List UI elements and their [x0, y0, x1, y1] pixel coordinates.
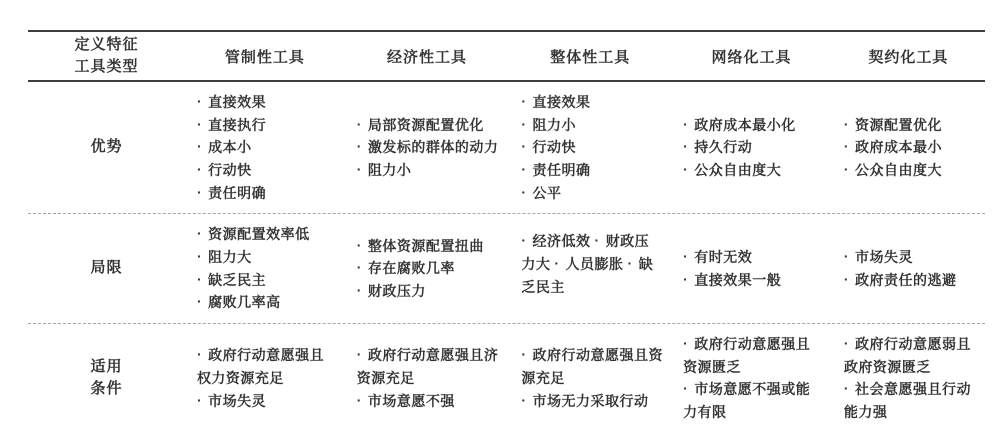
column-header-holistic: 整体性工具	[550, 48, 631, 66]
row-label-line: 优势	[90, 138, 123, 156]
list-item	[357, 136, 502, 159]
list-item	[521, 136, 663, 159]
list-item-text: 市场失灵	[208, 392, 267, 409]
list-item	[683, 269, 824, 292]
list-item-text: 行动快	[208, 162, 252, 179]
table-row	[28, 213, 985, 323]
bullet-icon: ·	[683, 270, 689, 287]
bullet-icon: ·	[196, 391, 203, 408]
bullet-icon: ·	[843, 248, 849, 265]
table-row	[28, 323, 985, 433]
list-item-text: 公平	[532, 184, 562, 201]
list-item	[844, 136, 977, 159]
list-item	[197, 136, 337, 159]
row-label	[28, 324, 185, 433]
list-item	[357, 257, 502, 280]
list-item-text: 公众自由度大	[855, 162, 942, 179]
list-item-text: 阻力小	[532, 116, 577, 133]
bullet-icon: ·	[843, 380, 849, 397]
list-item-text: 政府行动意愿弱且政府资源匮乏	[843, 336, 971, 375]
bullet-icon: ·	[683, 115, 689, 132]
bullet-icon: ·	[521, 346, 527, 363]
list-item-text: 财政压力	[367, 283, 426, 300]
list-item	[197, 269, 337, 292]
table-cell	[345, 214, 510, 323]
list-item	[357, 280, 502, 303]
list-item	[844, 159, 977, 182]
bullet-icon: ·	[356, 346, 362, 363]
table-cell	[832, 324, 985, 433]
bullet-icon: ·	[521, 115, 527, 132]
list-item	[197, 291, 337, 314]
bullet-icon: ·	[521, 232, 527, 249]
table-cell	[509, 324, 671, 433]
list-item-text: 责任明确	[208, 184, 267, 201]
corner-header-line1: 定义特征	[74, 35, 139, 53]
bullet-icon: ·	[843, 335, 849, 352]
list-item	[357, 159, 502, 182]
list-item	[844, 378, 977, 423]
list-item	[521, 182, 663, 205]
table-row	[28, 82, 985, 213]
list-item-text: 阻力小	[367, 162, 412, 179]
list-item-text: 经济低效	[532, 233, 591, 250]
bullet-icon: ·	[356, 138, 362, 155]
list-item-text: 局部资源配置优化	[367, 116, 484, 133]
list-item-text: 缺乏民主	[208, 271, 267, 288]
bullet-icon: ·	[521, 93, 527, 109]
table-cell	[345, 82, 510, 213]
list-item	[357, 344, 502, 389]
list-item-text: 市场失灵	[855, 249, 913, 266]
list-item	[197, 182, 337, 205]
list-item-text: 有时无效	[694, 249, 753, 266]
bullet-icon: ·	[196, 161, 203, 178]
table-cell	[832, 214, 985, 323]
corner-header	[28, 34, 185, 79]
list-item-text: 行动快	[532, 139, 577, 156]
list-item	[197, 159, 337, 182]
bullet-icon: ·	[843, 161, 849, 178]
table-cell	[509, 82, 671, 213]
table-body	[28, 82, 985, 433]
bullet-icon: ·	[843, 115, 849, 132]
bullet-icon: ·	[521, 161, 527, 178]
list-item-text: 持久行动	[694, 139, 753, 156]
row-label	[28, 82, 185, 213]
table-cell	[671, 214, 832, 323]
list-item	[521, 390, 663, 413]
bullet-icon: ·	[356, 161, 362, 178]
table-cell	[185, 82, 345, 213]
column-header-regulatory: 管制性工具	[224, 48, 305, 66]
list-item-text: 腐败几率高	[208, 294, 281, 311]
policy-tools-table	[28, 30, 985, 433]
list-item-text: 市场意愿不强或能力有限	[683, 381, 811, 421]
list-item	[844, 333, 977, 378]
list-item	[357, 235, 502, 258]
list-item	[197, 344, 337, 389]
list-item-text: 政府责任的逃避	[855, 271, 957, 288]
table-cell	[509, 214, 671, 323]
list-item-text: 资源配置优化	[855, 116, 942, 133]
list-item	[197, 246, 337, 269]
list-item	[197, 390, 337, 413]
column-header-contract: 契约化工具	[868, 48, 949, 66]
bullet-icon: ·	[683, 138, 689, 155]
bullet-icon: ·	[683, 248, 689, 265]
row-label-line: 条件	[90, 380, 123, 398]
bullet-icon: ·	[356, 115, 362, 132]
bullet-icon: ·	[196, 270, 203, 287]
list-item-text: 公众自由度大	[694, 162, 782, 179]
bullet-icon: ·	[683, 335, 689, 352]
bullet-icon: ·	[196, 138, 203, 155]
list-item	[521, 233, 590, 249]
list-item-text: 成本小	[208, 139, 252, 156]
list-item-text: 财政压力大	[521, 233, 650, 273]
bullet-icon: ·	[196, 93, 203, 109]
list-item	[521, 114, 663, 137]
list-item	[197, 114, 337, 137]
list-item	[683, 333, 824, 378]
list-item	[844, 114, 977, 137]
bullet-icon: ·	[683, 161, 689, 178]
list-item-text: 阻力大	[208, 249, 252, 266]
table-cell	[345, 324, 510, 433]
list-item-text: 资源配置效率低	[208, 226, 310, 243]
bullet-icon: ·	[196, 293, 203, 310]
list-item-text: 政府成本最小化	[694, 116, 796, 133]
list-item-text: 存在腐败几率	[367, 260, 455, 277]
list-item-text: 直接执行	[208, 116, 267, 133]
list-item	[683, 246, 824, 269]
list-item	[683, 159, 824, 182]
list-item	[844, 269, 977, 292]
bullet-icon: ·	[356, 391, 362, 408]
list-item-text: 政府成本最小	[855, 139, 942, 156]
bullet-icon: ·	[521, 391, 527, 408]
bullet-icon: ·	[356, 236, 362, 253]
bullet-icon: ·	[683, 380, 689, 397]
table-header-row	[28, 30, 985, 82]
row-label-line: 适用	[90, 357, 123, 375]
list-item-text: 人员膨胀	[565, 256, 624, 273]
bullet-icon: ·	[843, 138, 849, 155]
list-item-text: 社会意愿强且行动能力强	[843, 381, 971, 421]
list-item	[844, 246, 977, 269]
bullet-icon: ·	[196, 183, 203, 200]
list-item	[197, 91, 337, 114]
corner-header-line2: 工具类型	[74, 58, 139, 75]
table-cell	[185, 324, 345, 433]
bullet-icon: ·	[594, 232, 600, 249]
list-item	[683, 378, 824, 423]
bullet-icon: ·	[356, 282, 362, 299]
bullet-icon: ·	[196, 248, 203, 265]
list-item-text: 市场意愿不强	[367, 392, 455, 409]
bullet-icon: ·	[196, 115, 203, 132]
bullet-icon: ·	[196, 225, 203, 242]
list-item	[521, 344, 663, 389]
list-item-text: 政府行动意愿强且资源匮乏	[683, 336, 811, 375]
list-item	[197, 223, 337, 246]
list-item-text: 责任明确	[532, 162, 591, 179]
table-cell	[832, 82, 985, 213]
bullet-icon: ·	[356, 259, 362, 276]
table-cell	[671, 324, 832, 433]
list-item	[521, 159, 663, 182]
list-item-text: 市场无力采取行动	[532, 392, 649, 409]
list-item	[357, 390, 502, 413]
list-item	[554, 256, 623, 272]
column-header-network: 网络化工具	[711, 48, 792, 66]
list-item-text: 政府行动意愿强且济资源充足	[356, 347, 499, 387]
row-label	[28, 214, 185, 323]
list-item-text: 政府行动意愿强且权力资源充足	[196, 347, 325, 387]
bullet-icon: ·	[196, 346, 203, 363]
bullet-icon: ·	[554, 255, 560, 272]
bullet-icon: ·	[627, 255, 633, 272]
list-item	[683, 136, 824, 159]
list-item	[357, 114, 502, 137]
table-cell	[671, 82, 832, 213]
bullet-icon: ·	[521, 183, 527, 200]
column-header-economic: 经济性工具	[387, 48, 468, 66]
bullet-icon: ·	[521, 138, 527, 155]
table-cell	[185, 214, 345, 323]
list-item-text: 整体资源配置扭曲	[367, 237, 484, 254]
bullet-icon: ·	[843, 270, 849, 287]
list-item	[521, 91, 663, 114]
list-item-text: 直接效果	[208, 94, 267, 110]
list-item-text: 激发标的群体的动力	[367, 139, 499, 156]
list-item-text: 直接效果一般	[694, 271, 782, 288]
list-item	[683, 114, 824, 137]
list-item-text: 直接效果	[532, 94, 591, 110]
list-item-text: 政府行动意愿强且资源充足	[521, 347, 664, 387]
list-item-text: 缺乏民主	[521, 256, 654, 295]
row-label-line: 局限	[90, 259, 123, 277]
